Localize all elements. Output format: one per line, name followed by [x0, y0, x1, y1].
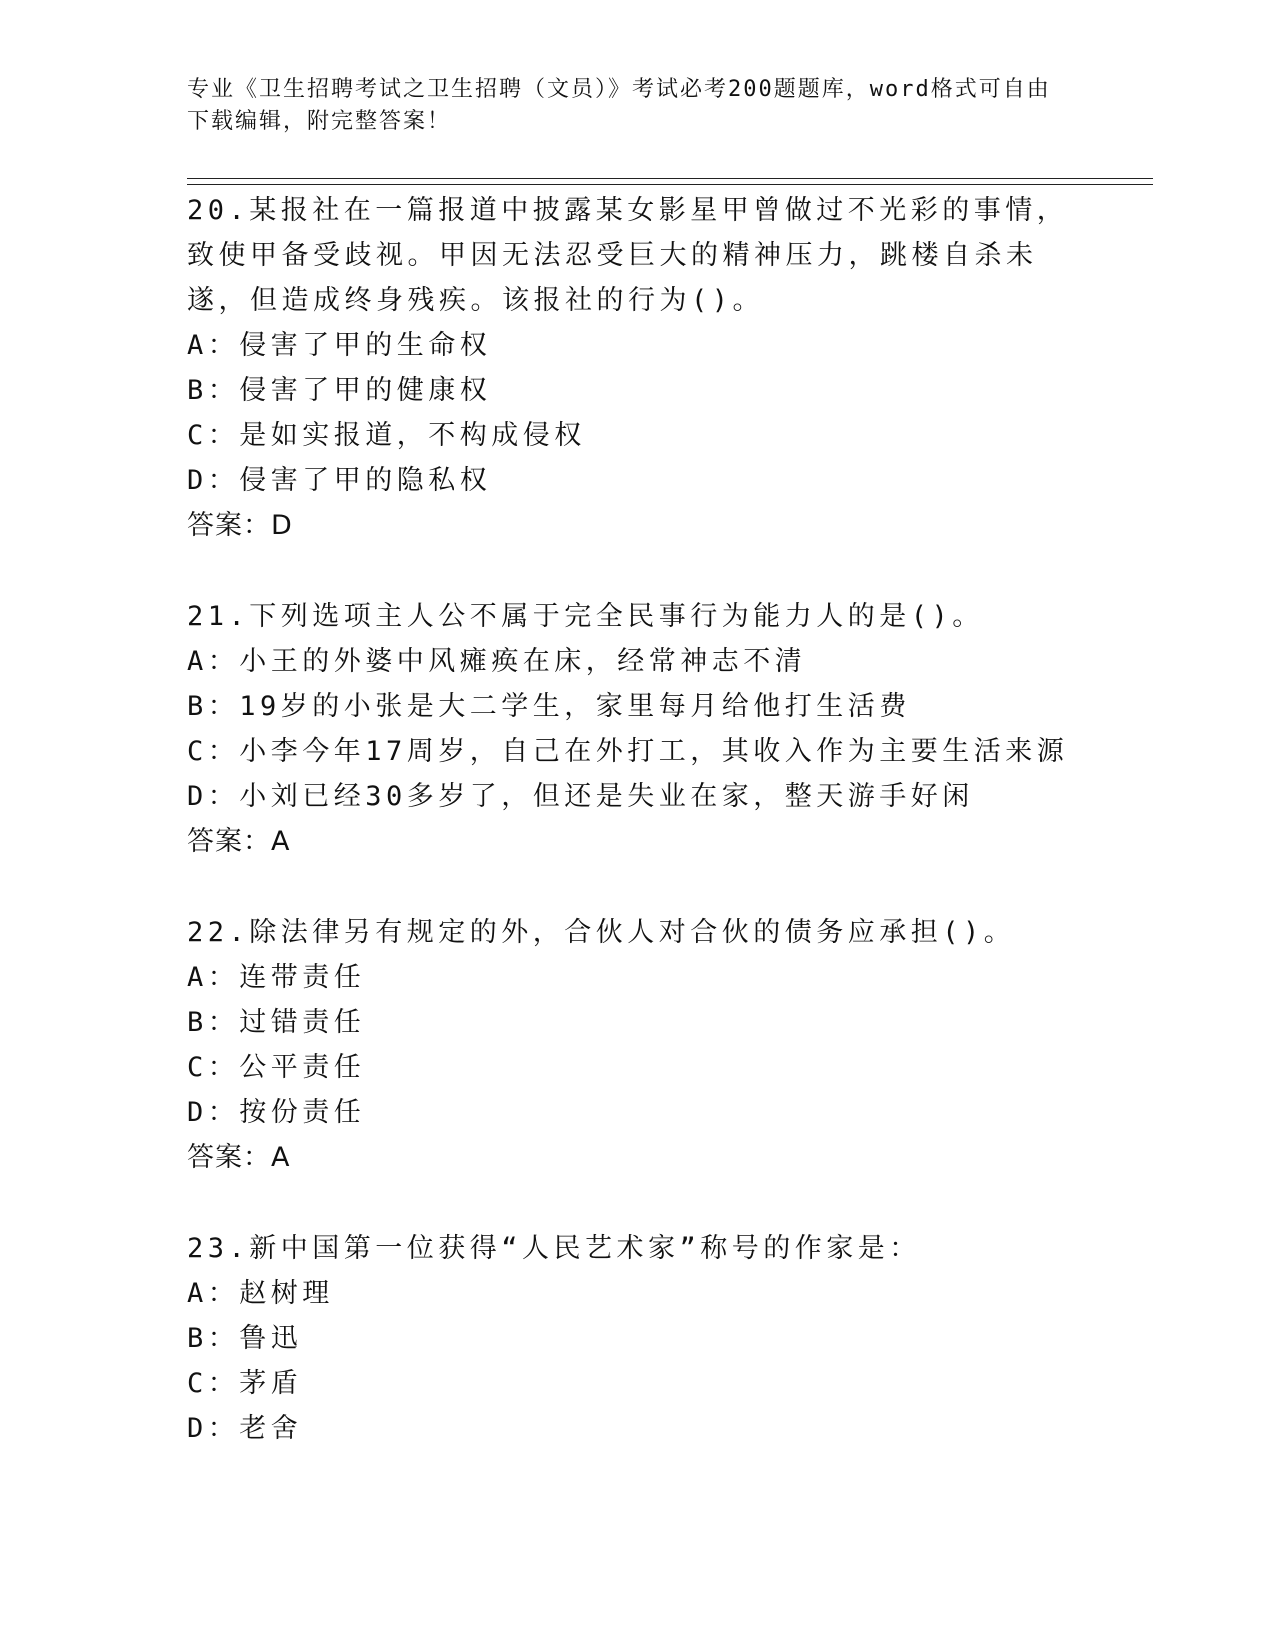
option-a: A：小王的外婆中风瘫痪在床，经常神志不清	[187, 646, 807, 677]
question-list	[187, 188, 1087, 1497]
question-text: 21.下列选项主人公不属于完全民事行为能力人的是()。	[187, 601, 984, 632]
option-c: C：是如实报道，不构成侵权	[187, 420, 586, 451]
option-a: A：连带责任	[187, 962, 366, 993]
option-b: B：侵害了甲的健康权	[187, 375, 492, 406]
option-c: C：茅盾	[187, 1368, 303, 1399]
option-b: B：鲁迅	[187, 1323, 303, 1354]
option-a: A：赵树理	[187, 1278, 334, 1309]
question-text: 22.除法律另有规定的外，合伙人对合伙的债务应承担()。	[187, 917, 1016, 948]
option-d: D：按份责任	[187, 1097, 366, 1128]
option-c: C：公平责任	[187, 1052, 366, 1083]
question-23	[187, 1226, 1087, 1451]
question-text: 23.新中国第一位获得“人民艺术家”称号的作家是：	[187, 1233, 921, 1264]
answer: 答案：A	[187, 1142, 291, 1173]
answer: 答案：D	[187, 510, 293, 541]
question-text: 20.某报社在一篇报道中披露某女影星甲曾做过不光彩的事情，致使甲备受歧视。甲因无法忍受巨大的精神压力，跳楼自杀未遂，但造成终身残疾。该报社的行为()。	[187, 195, 1069, 316]
question-20	[187, 188, 1087, 548]
option-a: A：侵害了甲的生命权	[187, 330, 492, 361]
question-21	[187, 594, 1087, 864]
answer: 答案：A	[187, 826, 291, 857]
option-b: B：19岁的小张是大二学生，家里每月给他打生活费	[187, 691, 911, 722]
option-d: D：老舍	[187, 1413, 303, 1444]
option-d: D：侵害了甲的隐私权	[187, 465, 492, 496]
option-d: D：小刘已经30多岁了，但还是失业在家，整天游手好闲	[187, 781, 974, 812]
option-b: B：过错责任	[187, 1007, 366, 1038]
option-c: C：小李今年17周岁，自己在外打工，其收入作为主要生活来源	[187, 736, 1069, 767]
document-header: 专业《卫生招聘考试之卫生招聘（文员）》考试必考200题题库，word格式可自由下载编辑，附完整答案！	[187, 77, 1051, 134]
header-divider-top	[187, 178, 1153, 179]
header-divider-bottom	[187, 184, 1153, 185]
question-22	[187, 910, 1087, 1180]
